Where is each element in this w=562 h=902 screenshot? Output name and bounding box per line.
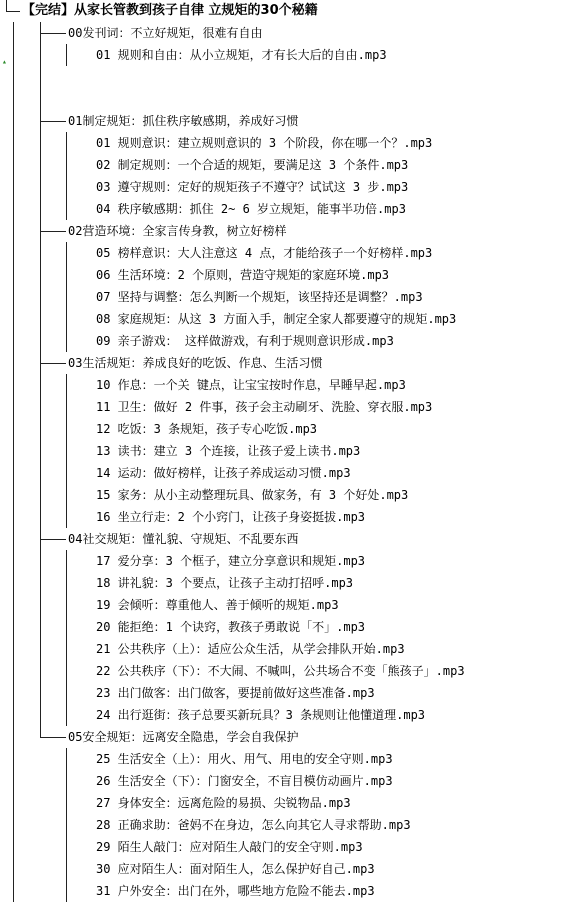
file-item[interactable]	[0, 330, 562, 352]
tree-guide-line	[13, 748, 14, 770]
tree-branch-line	[40, 33, 66, 34]
file-label: 14 运动：做好榜样，让孩子养成运动习惯.mp3	[96, 466, 351, 480]
tree-guide-line	[66, 176, 67, 198]
folder-item[interactable]	[0, 726, 562, 748]
file-item[interactable]	[0, 836, 562, 858]
tree-guide-line	[40, 418, 41, 440]
tree-guide-line	[66, 770, 67, 792]
tree-guide-line	[66, 418, 67, 440]
tree-guide-line	[13, 220, 14, 242]
tree-guide-line	[13, 770, 14, 792]
tree-guide-line	[13, 594, 14, 616]
folder-item[interactable]	[0, 220, 562, 242]
page-title: 【完结】从家长管教到孩子自律 立规矩的30个秘籍	[22, 3, 318, 18]
tree-guide-line	[66, 198, 67, 220]
tree-guide-line	[66, 704, 67, 726]
tree-branch-line	[40, 121, 66, 122]
tree-guide-line	[66, 154, 67, 176]
file-label: 04 秩序敏感期：抓住 2~ 6 岁立规矩，能事半功倍.mp3	[96, 202, 406, 216]
tree-spacer-row	[0, 66, 562, 88]
file-item[interactable]	[0, 616, 562, 638]
file-item[interactable]	[0, 770, 562, 792]
file-label: 06 生活环境：2 个原则，营造守规矩的家庭环境.mp3	[96, 268, 390, 282]
tree-guide-line	[66, 814, 67, 836]
file-item[interactable]	[0, 704, 562, 726]
tree-guide-line	[66, 462, 67, 484]
file-item[interactable]	[0, 572, 562, 594]
file-label: 26 生活安全（下）：门窗安全，不盲目模仿动画片.mp3	[96, 774, 393, 788]
file-label: 21 公共秩序（上）：适应公众生活，从学会排队开始.mp3	[96, 642, 405, 656]
folder-label: 00发刊词：不立好规矩，很难有自由	[68, 26, 263, 40]
tree-guide-line	[40, 660, 41, 682]
tree-branch-line	[40, 539, 66, 540]
file-item[interactable]	[0, 198, 562, 220]
tree-guide-line	[40, 440, 41, 462]
file-item[interactable]	[0, 594, 562, 616]
file-label: 07 坚持与调整：怎么判断一个规矩，该坚持还是调整？.mp3	[96, 290, 423, 304]
tree-guide-line	[13, 638, 14, 660]
tree-guide-line	[40, 462, 41, 484]
file-label: 17 爱分享：3 个框子，建立分享意识和规矩.mp3	[96, 554, 366, 568]
tree-guide-line	[40, 506, 41, 528]
file-label: 22 公共秩序（下）：不大闹、不喊叫，公共场合不变「熊孩子」.mp3	[96, 664, 465, 678]
file-item[interactable]	[0, 396, 562, 418]
tree-branch-line	[40, 231, 66, 232]
file-item[interactable]	[0, 462, 562, 484]
tree-guide-line	[13, 528, 14, 550]
tree-guide-line	[40, 572, 41, 594]
tree-guide-line	[13, 836, 14, 858]
file-item[interactable]	[0, 440, 562, 462]
tree-guide-line	[66, 440, 67, 462]
tree-guide-line	[13, 484, 14, 506]
folder-item[interactable]	[0, 528, 562, 550]
tree-guide-line	[13, 176, 14, 198]
tree-guide-line	[40, 66, 41, 88]
tree-guide-line	[66, 550, 67, 572]
tree-guide-line	[66, 44, 67, 66]
tree-guide-line	[66, 638, 67, 660]
file-item[interactable]	[0, 660, 562, 682]
tree-guide-line	[13, 704, 14, 726]
tree-guide-line	[66, 792, 67, 814]
tree-guide-line	[40, 264, 41, 286]
file-label: 19 会倾听：尊重他人、善于倾听的规矩.mp3	[96, 598, 339, 612]
tree-guide-line	[13, 660, 14, 682]
file-item[interactable]	[0, 748, 562, 770]
file-label: 23 出门做客：出门做客，要提前做好这些准备.mp3	[96, 686, 375, 700]
file-label: 01 规则和自由：从小立规矩，才有长大后的自由.mp3	[96, 48, 387, 62]
tree-guide-line	[40, 198, 41, 220]
file-label: 27 身体安全：远离危险的易损、尖锐物品.mp3	[96, 796, 351, 810]
file-item[interactable]	[0, 176, 562, 198]
tree-guide-line	[13, 814, 14, 836]
file-label: 01 规则意识：建立规则意识的 3 个阶段，你在哪一个？.mp3	[96, 136, 433, 150]
file-label: 03 遵守规则：定好的规矩孩子不遵守？试试这 3 步.mp3	[96, 180, 409, 194]
file-label: 18 讲礼貌：3 个要点，让孩子主动打招呼.mp3	[96, 576, 354, 590]
tree-guide-line	[13, 22, 14, 44]
file-item[interactable]	[0, 374, 562, 396]
folder-label: 05安全规矩：远离安全隐患，学会自我保护	[68, 730, 299, 744]
tree-guide-line	[66, 836, 67, 858]
tree-guide-line	[13, 352, 14, 374]
tree-guide-line	[66, 616, 67, 638]
tree-guide-line	[13, 198, 14, 220]
tree-guide-line	[66, 374, 67, 396]
file-item[interactable]	[0, 550, 562, 572]
file-label: 31 户外安全：出门在外，哪些地方危险不能去.mp3	[96, 884, 375, 898]
file-item[interactable]	[0, 792, 562, 814]
file-label: 13 读书：建立 3 个连接，让孩子爱上读书.mp3	[96, 444, 361, 458]
tree-guide-line	[40, 704, 41, 726]
tree-guide-line	[13, 242, 14, 264]
file-label: 05 榜样意识：大人注意这 4 点，才能给孩子一个好榜样.mp3	[96, 246, 433, 260]
tree-guide-line	[13, 550, 14, 572]
file-item[interactable]	[0, 308, 562, 330]
tree-guide-line	[40, 154, 41, 176]
folder-label: 01制定规矩：抓住秩序敏感期，养成好习惯	[68, 114, 299, 128]
tree-guide-line	[66, 572, 67, 594]
tree-guide-line	[13, 396, 14, 418]
tree-guide-line	[40, 550, 41, 572]
folder-label: 04社交规矩：懂礼貌、守规矩、不乱要东西	[68, 532, 299, 546]
file-label: 30 应对陌生人：面对陌生人，怎么保护好自己.mp3	[96, 862, 375, 876]
tree-guide-line	[66, 880, 67, 902]
tree-guide-line	[40, 44, 41, 66]
tree-guide-line	[66, 506, 67, 528]
file-item[interactable]	[0, 132, 562, 154]
tree-guide-line	[13, 858, 14, 880]
tree-guide-line	[13, 572, 14, 594]
tree-guide-line	[13, 88, 14, 110]
folder-label: 03生活规矩：养成良好的吃饭、作息、生活习惯	[68, 356, 323, 370]
tree-guide-line	[66, 484, 67, 506]
file-item[interactable]	[0, 814, 562, 836]
tree-guide-line	[13, 506, 14, 528]
file-label: 08 家庭规矩：从这 3 方面入手，制定全家人都要遵守的规矩.mp3	[96, 312, 457, 326]
file-label: 28 正确求助：爸妈不在身边，怎么向其它人寻求帮助.mp3	[96, 818, 411, 832]
tree-guide-line	[13, 330, 14, 352]
tree-guide-line	[13, 440, 14, 462]
tree-guide-line	[40, 132, 41, 154]
tree-guide-line	[40, 682, 41, 704]
tree-guide-line	[40, 286, 41, 308]
folder-item[interactable]	[0, 22, 562, 44]
file-label: 11 卫生：做好 2 件事，孩子会主动刷牙、洗脸、穿衣服.mp3	[96, 400, 433, 414]
tree-guide-line	[40, 594, 41, 616]
tree-guide-line	[13, 264, 14, 286]
file-item[interactable]	[0, 506, 562, 528]
tree-guide-line	[40, 374, 41, 396]
tree-guide-line	[13, 462, 14, 484]
tree-guide-line	[40, 638, 41, 660]
tree-guide-line	[40, 88, 41, 110]
tree-guide-line	[40, 330, 41, 352]
folder-item[interactable]	[0, 352, 562, 374]
folder-item[interactable]	[0, 110, 562, 132]
tree-guide-line	[6, 0, 7, 11]
file-label: 10 作息：一个关 键点，让宝宝按时作息，早睡早起.mp3	[96, 378, 406, 392]
tree-guide-line	[66, 682, 67, 704]
file-label: 15 家务：从小主动整理玩具、做家务，有 3 个好处.mp3	[96, 488, 409, 502]
tree-guide-line	[66, 594, 67, 616]
tree-guide-line	[40, 242, 41, 264]
tree-guide-line	[40, 484, 41, 506]
tree-guide-line	[66, 396, 67, 418]
file-item[interactable]	[0, 154, 562, 176]
tree-guide-line	[13, 44, 14, 66]
tree-guide-line	[13, 792, 14, 814]
tree-guide-line	[66, 286, 67, 308]
file-item[interactable]	[0, 858, 562, 880]
tree-guide-line	[66, 132, 67, 154]
tree-branch-line	[40, 737, 66, 738]
tree-spacer-row	[0, 88, 562, 110]
tree-guide-line	[40, 726, 41, 737]
tree-guide-line	[13, 726, 14, 748]
file-item[interactable]	[0, 484, 562, 506]
tree-guide-line	[66, 748, 67, 770]
file-label: 09 亲子游戏： 这样做游戏，有利于规则意识形成.mp3	[96, 334, 394, 348]
tree-guide-line	[13, 110, 14, 132]
file-item[interactable]	[0, 880, 562, 902]
file-item[interactable]	[0, 286, 562, 308]
file-label: 24 出行逛街：孩子总要买新玩具？3 条规则让他懂道理.mp3	[96, 708, 426, 722]
tree-guide-line	[40, 396, 41, 418]
tree-guide-line	[13, 616, 14, 638]
tree-guide-line	[66, 264, 67, 286]
tree-guide-line	[13, 308, 14, 330]
tree-guide-line	[66, 858, 67, 880]
file-label: 20 能拒绝：1 个诀窍，教孩子勇敢说「不」.mp3	[96, 620, 366, 634]
file-label: 02 制定规则：一个合适的规矩，要满足这 3 个条件.mp3	[96, 158, 409, 172]
tree-guide-line	[13, 682, 14, 704]
tree-guide-line	[40, 176, 41, 198]
tree-branch-line	[6, 11, 20, 12]
tree-guide-line	[13, 418, 14, 440]
tree-guide-line	[66, 308, 67, 330]
file-label: 12 吃饭：3 条规矩，孩子专心吃饭.mp3	[96, 422, 318, 436]
cursor-marker-icon: ▴	[2, 57, 7, 66]
file-item[interactable]	[0, 242, 562, 264]
file-item[interactable]	[0, 264, 562, 286]
file-item[interactable]	[0, 682, 562, 704]
tree-guide-line	[13, 286, 14, 308]
tree-guide-line	[13, 880, 14, 902]
tree-guide-line	[13, 374, 14, 396]
tree-branch-line	[40, 363, 66, 364]
tree-guide-line	[40, 616, 41, 638]
tree-guide-line	[13, 132, 14, 154]
folder-label: 02营造环境：全家言传身教，树立好榜样	[68, 224, 287, 238]
tree-guide-line	[13, 66, 14, 88]
file-item[interactable]	[0, 638, 562, 660]
tree-guide-line	[66, 242, 67, 264]
tree-guide-line	[40, 308, 41, 330]
file-item[interactable]	[0, 44, 562, 66]
tree-guide-line	[13, 154, 14, 176]
tree-guide-line	[66, 330, 67, 352]
file-item[interactable]	[0, 418, 562, 440]
file-label: 25 生活安全（上）：用火、用气、用电的安全守则.mp3	[96, 752, 393, 766]
file-label: 16 坐立行走：2 个小窍门，让孩子身姿挺拔.mp3	[96, 510, 366, 524]
title-row	[0, 0, 562, 22]
file-label: 29 陌生人敲门：应对陌生人敲门的安全守则.mp3	[96, 840, 363, 854]
tree-guide-line	[66, 660, 67, 682]
